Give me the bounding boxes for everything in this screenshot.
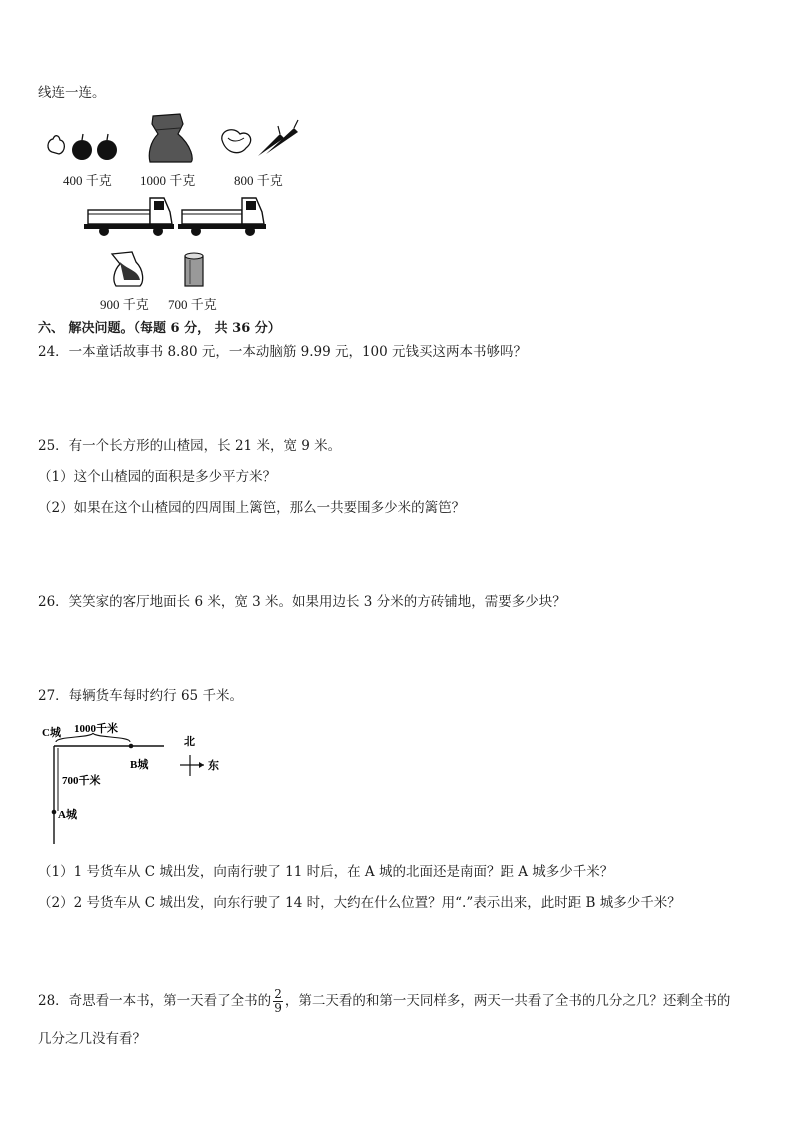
question-28-text-b: ，第二天看的和第一天同样多，两天一共看了全书的几分之几？还剩全书的 bbox=[284, 993, 731, 1009]
weight-label-vegetables: 800 千克 bbox=[234, 173, 283, 188]
north-label: 北 bbox=[184, 736, 195, 748]
question-27: 27．每辆货车每时约行 65 千米。 bbox=[38, 688, 243, 704]
weight-label-sack: 1000 千克 bbox=[140, 173, 196, 188]
city-map-diagram bbox=[38, 718, 238, 848]
question-25: 25．有一个长方形的山楂园，长 21 米，宽 9 米。 bbox=[38, 438, 342, 454]
distance-label-south: 700千米 bbox=[62, 775, 101, 787]
question-28-text-a: 28．奇思看一本书，第一天看了全书的 bbox=[38, 993, 272, 1009]
small-sack-icon bbox=[112, 252, 143, 286]
question-25-part-2: （2）如果在这个山楂园的四周围上篱笆，那么一共要围多少米的篱笆？ bbox=[38, 500, 466, 516]
east-label: 东 bbox=[208, 760, 219, 772]
sack-icon bbox=[149, 114, 192, 162]
question-24: 24．一本童话故事书 8.80 元，一本动脑筋 9.99 元，100 元钱买这两本书够吗？ bbox=[38, 344, 528, 360]
weight-label-fruit: 400 千克 bbox=[63, 173, 112, 188]
question-28-line-2: 几分之几没有看？ bbox=[38, 1031, 146, 1047]
vegetables-icon bbox=[222, 120, 298, 156]
a-city-point bbox=[52, 810, 57, 815]
truck-icon-1 bbox=[84, 198, 174, 236]
section-heading: 六、 解决问题。（每题 6 分， 共 36 分） bbox=[38, 321, 281, 336]
a-city-label: A城 bbox=[58, 809, 77, 821]
question-27-part-2: （2）2 号货车从 C 城出发，向东行驶了 14 时，大约在什么位置？用“.”表示出来，此时距 B 城多少千米？ bbox=[38, 895, 681, 911]
weight-label-can: 700 千克 bbox=[168, 297, 217, 312]
goods-trucks-illustration bbox=[40, 110, 320, 315]
question-25-part-1: （1）这个山楂园的面积是多少平方米？ bbox=[38, 469, 277, 485]
can-icon bbox=[185, 253, 203, 286]
compass bbox=[180, 755, 204, 776]
fraction-two-ninths bbox=[273, 988, 283, 1015]
east-arrow-icon bbox=[199, 762, 204, 768]
intro-text: 线连一连。 bbox=[38, 85, 106, 101]
b-city-label: B城 bbox=[130, 759, 149, 771]
fruit-icon bbox=[48, 134, 117, 160]
b-city-point bbox=[129, 744, 134, 749]
fraction-denominator: 9 bbox=[274, 1000, 282, 1015]
question-27-part-1: （1）1 号货车从 C 城出发，向南行驶了 11 时后，在 A 城的北面还是南面？距 A 城多少千米？ bbox=[38, 864, 614, 880]
truck-icon-2 bbox=[178, 198, 266, 236]
fraction-numerator: 2 bbox=[274, 986, 282, 1001]
c-city-label: C城 bbox=[42, 727, 61, 739]
distance-label-east: 1000千米 bbox=[74, 723, 118, 735]
weight-label-small-sack: 900 千克 bbox=[100, 297, 149, 312]
question-28-line-1 bbox=[38, 984, 730, 1018]
question-26: 26．笑笑家的客厅地面长 6 米，宽 3 米。如果用边长 3 分米的方砖铺地，需要多少块？ bbox=[38, 594, 566, 610]
